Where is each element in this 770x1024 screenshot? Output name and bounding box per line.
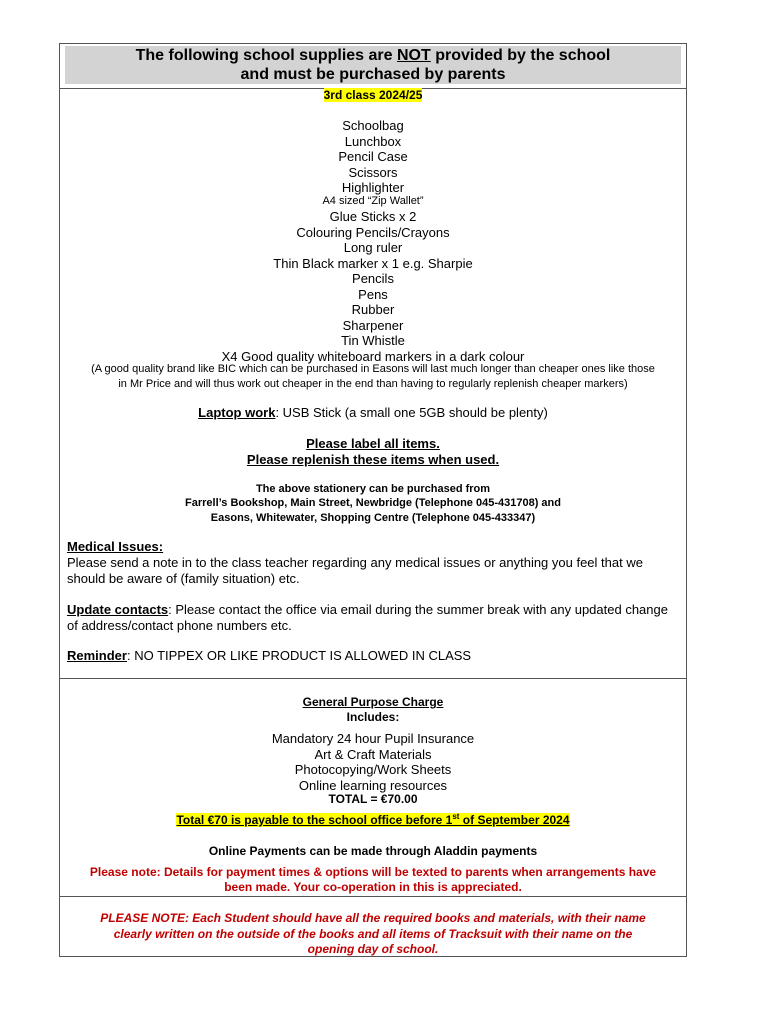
stationery-line-1: The above stationery can be purchased from: [255, 483, 491, 495]
supply-item: Sharpener: [342, 317, 404, 333]
gpc-total: TOTAL = €70.00: [328, 792, 418, 806]
marker-note-line-1: (A good quality brand like BIC which can be purchased in Easons will last much longer than cheaper ones like those: [91, 363, 655, 375]
header-line-2: and must be purchased by parents: [240, 66, 506, 83]
divider: [60, 896, 686, 897]
supply-item: Pens: [358, 286, 388, 302]
medical-line-2: should be aware of (family situation) etc.: [67, 571, 300, 586]
online-payments: Online Payments can be made through Aladdin payments: [208, 844, 538, 858]
final-note-line-2: clearly written on the outside of the books and all items of Tracksuit with their name on the: [113, 927, 633, 941]
gpc-item: Online learning resources: [298, 777, 448, 793]
supplies-notice: [59, 43, 687, 957]
stationery-line-3: Easons, Whitewater, Shopping Centre (Telephone 045-433347): [210, 512, 536, 524]
supply-item: X4 Good quality whiteboard markers in a dark colour: [221, 348, 525, 364]
supply-item: Scissors: [348, 164, 398, 180]
gpc-heading: General Purpose Charge: [302, 695, 444, 709]
gpc-item: Photocopying/Work Sheets: [294, 762, 452, 777]
supply-item: Rubber: [351, 302, 395, 317]
supply-item: Thin Black marker x 1 e.g. Sharpie: [273, 255, 473, 271]
supply-item: Tin Whistle: [341, 333, 405, 348]
supply-item: Long ruler: [343, 240, 403, 255]
notice-header: [65, 46, 681, 84]
stationery-line-2: Farrell’s Bookshop, Main Street, Newbridge (Telephone 045-431708) and: [185, 497, 561, 509]
payment-note-line-1: Please note: Details for payment times & options will be texted to parents when arrangements have: [89, 865, 657, 879]
supply-item: Pencils: [352, 271, 394, 286]
replenish-note: Please replenish these items when used.: [246, 452, 500, 467]
update-contacts: Update contacts: Please contact the office via email during the summer break with any updated change: [67, 602, 668, 617]
marker-note-line-2: in Mr Price and will thus work out cheaper in the end than having to regularly replenish cheaper markers): [118, 378, 628, 390]
supply-item: Lunchbox: [344, 133, 402, 149]
laptop-work: Laptop work: USB Stick (a small one 5GB should be plenty): [198, 405, 548, 420]
supply-item: Highlighter: [341, 180, 405, 195]
class-label: 3rd class 2024/25: [323, 88, 423, 102]
final-note-line-3: opening day of school.: [307, 942, 439, 956]
header-line-1: The following school supplies are NOT provided by the school: [135, 47, 611, 64]
gpc-includes: Includes:: [346, 710, 400, 724]
supply-item: Colouring Pencils/Crayons: [296, 224, 450, 240]
supply-item: Pencil Case: [338, 149, 408, 164]
medical-heading: Medical Issues:: [67, 539, 164, 554]
payment-note-line-2: been made. Your co-operation in this is appreciated.: [224, 880, 522, 894]
divider: [60, 678, 686, 679]
label-items-note: Please label all items.: [306, 436, 440, 451]
update-contacts-line-2: of address/contact phone numbers etc.: [67, 618, 292, 633]
supply-item: Glue Sticks x 2: [329, 209, 417, 224]
gpc-item: Art & Craft Materials: [314, 746, 432, 762]
reminder: Reminder: NO TIPPEX OR LIKE PRODUCT IS ALLOWED IN CLASS: [67, 648, 472, 663]
gpc-item: Mandatory 24 hour Pupil Insurance: [271, 731, 475, 746]
supply-item: A4 sized “Zip Wallet”: [322, 195, 424, 207]
final-note-line-1: PLEASE NOTE: Each Student should have all the required books and materials, with their name: [100, 911, 646, 925]
not-emphasis: NOT: [397, 47, 431, 64]
medical-line-1: Please send a note in to the class teacher regarding any medical issues or anything you feel that we: [67, 555, 643, 570]
supply-item: Schoolbag: [342, 118, 404, 133]
payable-note: Total €70 is payable to the school office before 1st of September 2024: [176, 812, 570, 827]
